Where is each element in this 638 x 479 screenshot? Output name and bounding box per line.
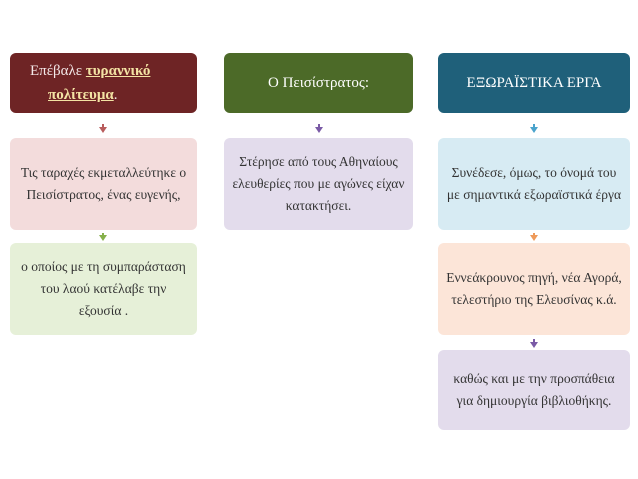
- col1-header: [10, 53, 197, 113]
- arrow-col2-1: [315, 127, 323, 133]
- col2-box-1-text: Στέρησε από τους Αθηναίους ελευθερίες που με αγώνες είχαν κατακτήσει.: [232, 154, 405, 213]
- arrow-col1-2: [99, 235, 107, 241]
- col1-box-2-text: ο οποίος με τη συμπαράσταση του λαού κατέλαβε την εξουσία .: [21, 259, 186, 318]
- col3-box-1: [438, 138, 630, 230]
- col3-box-2: [438, 243, 630, 335]
- arrow-col3-2: [530, 235, 538, 241]
- col2-box-1: [224, 138, 413, 230]
- col3-box-2-text: Εννεάκρουνος πηγή, νέα Αγορά, τελεστήριο της Ελευσίνας κ.ά.: [446, 270, 622, 307]
- col1-box-1-text: Τις ταραχές εκμεταλλεύτηκε ο Πεισίστρατος, ένας ευγενής,: [20, 165, 187, 202]
- col1-header-highlight-1: τυραννικό: [85, 63, 151, 79]
- arrow-col1-1: [99, 127, 107, 133]
- col1-box-1: [10, 138, 197, 230]
- col3-header: [438, 53, 630, 113]
- col1-box-2: [10, 243, 197, 335]
- col1-header-highlight-2: πολίτευμα: [48, 87, 114, 103]
- col1-header-pre: Επέβαλε: [30, 63, 83, 79]
- col1-header-post: .: [113, 87, 118, 103]
- col2-header-text: Ο Πεισίστρατος:: [268, 75, 369, 91]
- col3-box-3: [438, 350, 630, 430]
- col3-box-3-text: καθώς και με την προσπάθεια για δημιουργία βιβλιοθήκης.: [453, 371, 615, 408]
- arrow-col3-1: [530, 127, 538, 133]
- col1-header-text: [30, 59, 150, 107]
- col3-box-1-text: Συνέδεσε, όμως, το όνομά του με σημαντικά εξωραϊστικά έργα: [446, 165, 622, 202]
- col3-header-text: ΕΞΩΡΑΪΣΤΙΚΑ ΕΡΓΑ: [466, 75, 602, 91]
- col2-header: [224, 53, 413, 113]
- arrow-col3-3: [530, 342, 538, 348]
